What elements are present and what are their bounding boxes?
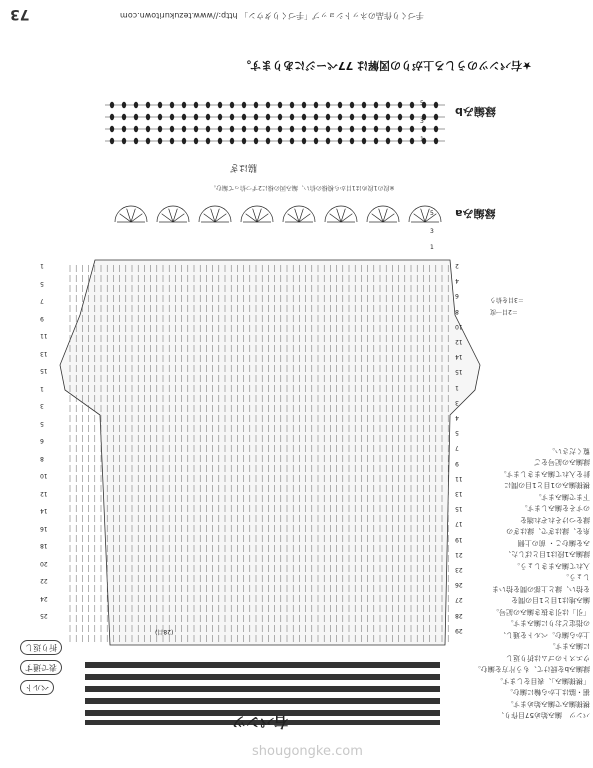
- trim-a-row1: 1: [430, 244, 434, 251]
- stitch-mark: [314, 126, 318, 132]
- stitch-mark: [122, 102, 126, 108]
- right-row-number-12: 7: [455, 444, 459, 452]
- stitch-mark: [314, 138, 318, 144]
- stitch-mark: [362, 114, 366, 120]
- instruction-line: 裾・脇は上から輪に編む。: [506, 688, 590, 696]
- left-row-number-0: 1: [40, 262, 44, 269]
- left-row-number-18: 22: [40, 577, 48, 584]
- stitch-mark: [374, 102, 378, 108]
- instruction-line: 「引」は引き抜き編みの記号。: [492, 607, 590, 616]
- left-row-number-11: 8: [40, 454, 44, 462]
- right-row-number-21: 26: [455, 581, 463, 589]
- stitch-mark: [170, 126, 174, 132]
- stitch-mark: [302, 138, 306, 144]
- stitch-mark: [386, 126, 390, 132]
- stitch-mark: [266, 138, 270, 144]
- right-row-number-13: 9: [455, 459, 459, 467]
- instruction-line: のすそを編みします。: [520, 504, 590, 512]
- stitch-mark: [230, 126, 234, 132]
- instruction-line: に編みます。: [548, 642, 590, 650]
- stitch-mark: [278, 102, 282, 108]
- stitch-mark: [350, 138, 354, 144]
- stitch-mark: [218, 126, 222, 132]
- stitch-mark: [290, 114, 294, 120]
- stitch-mark: [326, 138, 330, 144]
- instruction-line: 覧ください。: [548, 446, 590, 455]
- stitch-mark: [182, 126, 186, 132]
- left-row-number-19: 24: [40, 594, 48, 602]
- stitch-mark: [254, 102, 258, 108]
- instruction-line: 模様編みで編み始めます。: [506, 699, 590, 708]
- stitch-mark: [302, 102, 306, 108]
- left-row-number-2: 7: [40, 297, 44, 304]
- instruction-line: を拾い、縁と上部の間を拾いま: [492, 584, 590, 593]
- stitch-mark: [182, 114, 186, 120]
- watermark: shougongke.com: [252, 744, 363, 759]
- stitch-mark: [242, 126, 246, 132]
- right-row-number-10: 4: [455, 414, 459, 421]
- instruction-line: 針を入れて編みまきします。: [499, 469, 590, 478]
- stitch-mark: [434, 114, 438, 120]
- stitch-mark: [398, 138, 402, 144]
- stitch-mark: [194, 102, 198, 108]
- stitch-mark: [302, 114, 306, 120]
- stitch-mark: [230, 114, 234, 120]
- stitch-mark: [170, 138, 174, 144]
- stitch-mark: [266, 114, 270, 120]
- stitch-mark: [398, 114, 402, 120]
- right-row-number-7: 15: [455, 368, 463, 376]
- right-row-number-16: 15: [455, 505, 463, 513]
- stitch-mark: [374, 138, 378, 144]
- instruction-line: 模様編みの1目と1目の間に: [504, 481, 590, 489]
- stitch-mark: [158, 138, 162, 144]
- instruction-line: しょう。: [562, 573, 590, 581]
- page-number: 73: [10, 6, 30, 22]
- stitch-mark: [278, 126, 282, 132]
- instruction-line: パンツ 編み始め57目作り、: [497, 711, 590, 719]
- stitch-mark: [146, 114, 150, 120]
- trim-b-row1: 1: [420, 136, 424, 143]
- right-row-number-4: 10: [455, 322, 463, 330]
- trim-a-row3: 3: [430, 228, 434, 235]
- pants-body-chart: [40, 255, 500, 675]
- right-row-number-5: 12: [455, 338, 463, 345]
- stitch-mark: [158, 114, 162, 120]
- left-row-number-5: 13: [40, 349, 48, 357]
- stitch-mark: [122, 126, 126, 132]
- left-row-number-3: 9: [40, 314, 44, 322]
- stitch-mark: [410, 114, 414, 120]
- stitch-mark: [314, 102, 318, 108]
- stitch-mark: [182, 102, 186, 108]
- instruction-line: 糸を、縁はぎで、縁はぎの: [506, 527, 590, 535]
- stitch-mark: [434, 102, 438, 108]
- stitch-mark: [254, 126, 258, 132]
- stitch-mark: [350, 102, 354, 108]
- left-row-number-12: 10: [40, 472, 48, 479]
- stitch-mark: [218, 114, 222, 120]
- stitch-mark: [290, 102, 294, 108]
- stitch-mark: [386, 138, 390, 144]
- right-row-number-20: 23: [455, 566, 463, 573]
- stitch-mark: [230, 138, 234, 144]
- stitch-mark: [362, 138, 366, 144]
- stitch-mark: [206, 102, 210, 108]
- stitch-mark: [218, 138, 222, 144]
- stitch-mark: [398, 126, 402, 132]
- legend-dec: ＝2目一度: [490, 308, 518, 315]
- stitch-mark: [434, 126, 438, 132]
- stitch-mark: [182, 138, 186, 144]
- stitch-mark: [410, 102, 414, 108]
- motif-note: ※段の1段めは1目から模様の拾い、編み図の様に2ずつ拾って編む。: [210, 184, 395, 191]
- right-row-number-14: 11: [455, 474, 463, 482]
- trim-b-row5: 5: [420, 100, 424, 107]
- right-row-number-1: 4: [455, 277, 459, 285]
- left-row-number-20: 25: [40, 612, 48, 619]
- stitch-mark: [338, 138, 342, 144]
- stitch-mark: [218, 102, 222, 108]
- website-url: 手づくり作品のネットショップ「手づくりタウン」 http://www.tezukuritown.com: [120, 11, 424, 20]
- stitch-mark: [146, 138, 150, 144]
- trim-b-row3: 3: [420, 118, 424, 125]
- stitch-mark: [338, 102, 342, 108]
- stitch-mark: [398, 102, 402, 108]
- stitch-mark: [194, 138, 198, 144]
- stitch-mark: [110, 138, 114, 144]
- stitch-mark: [146, 102, 150, 108]
- right-row-number-2: 6: [455, 292, 459, 300]
- instruction-line: 入れて編みまきしょう。: [513, 561, 590, 570]
- stitch-mark: [326, 126, 330, 132]
- trim-a-title: 縁編みa: [455, 207, 496, 220]
- left-row-number-6: 15: [40, 367, 48, 374]
- trim-a-row5: 5: [430, 210, 434, 217]
- stitch-mark: [134, 126, 138, 132]
- instruction-line: 下まで編みます。: [534, 492, 590, 501]
- stitch-mark: [110, 126, 114, 132]
- stitch-count-28: (28目): [155, 628, 174, 635]
- instruction-line: 縁編みの記号をご: [534, 458, 590, 466]
- stitch-mark: [170, 102, 174, 108]
- right-row-number-3: 8: [455, 307, 459, 315]
- stitch-mark: [242, 102, 246, 108]
- left-row-number-1: 5: [40, 279, 44, 287]
- right-row-number-15: 13: [455, 490, 463, 497]
- stitch-mark: [134, 102, 138, 108]
- stitch-mark: [110, 114, 114, 120]
- stitch-mark: [242, 114, 246, 120]
- right-row-number-9: 3: [455, 398, 459, 406]
- instruction-line: 「模様編み」、表目をします。: [496, 676, 590, 685]
- stitch-mark: [242, 138, 246, 144]
- stitch-mark: [266, 126, 270, 132]
- stitch-mark: [194, 114, 198, 120]
- trim-b-title: 縁編みb: [455, 105, 496, 118]
- stitch-mark: [158, 126, 162, 132]
- side-label-belt: ベルト: [20, 680, 54, 695]
- right-row-number-11: 5: [455, 429, 459, 437]
- stitch-mark: [302, 126, 306, 132]
- main-note: ★右パンツのうしろ上がりの図解は 77ページにあります。: [240, 59, 532, 72]
- stitch-mark: [206, 138, 210, 144]
- stitch-mark: [386, 102, 390, 108]
- stitch-mark: [374, 114, 378, 120]
- stitch-mark: [434, 138, 438, 144]
- instruction-line: 編み地は1目と1目の間を: [511, 596, 590, 604]
- stitch-mark: [386, 114, 390, 120]
- stitch-mark: [230, 102, 234, 108]
- stitch-mark: [170, 114, 174, 120]
- stitch-mark: [110, 102, 114, 108]
- left-row-number-16: 18: [40, 542, 48, 549]
- stitch-mark: [362, 126, 366, 132]
- stitch-mark: [350, 126, 354, 132]
- stitch-mark: [326, 114, 330, 120]
- instruction-line: 縁編みbを続けて、もう片方を編む。: [473, 665, 590, 673]
- left-row-number-14: 14: [40, 507, 48, 514]
- stitch-mark: [134, 114, 138, 120]
- stitch-mark: [410, 126, 414, 132]
- side-label-fold: 折り返し: [20, 640, 62, 655]
- right-row-number-23: 28: [455, 611, 463, 619]
- stitch-mark: [122, 138, 126, 144]
- stitch-mark: [278, 114, 282, 120]
- stitch-mark: [134, 138, 138, 144]
- right-row-number-8: 1: [455, 383, 459, 391]
- right-row-number-24: 29: [455, 626, 463, 634]
- stitch-mark: [422, 126, 426, 132]
- right-row-number-19: 21: [455, 550, 463, 558]
- collar-label: 脇はぎ: [230, 162, 258, 172]
- stitch-mark: [206, 126, 210, 132]
- stitch-mark: [326, 102, 330, 108]
- left-row-number-4: 11: [40, 332, 48, 339]
- instruction-line: の指定どおりに編みます。: [506, 619, 590, 627]
- stitch-mark: [278, 138, 282, 144]
- stitch-mark: [206, 114, 210, 120]
- stitch-mark: [350, 114, 354, 120]
- stitch-mark: [314, 114, 318, 120]
- stitch-mark: [362, 102, 366, 108]
- trim-a-chart: [100, 192, 460, 262]
- left-row-number-7: 1: [40, 384, 44, 392]
- instruction-line: 上から編む。ベルトを通し、: [499, 630, 590, 639]
- right-row-number-17: 17: [455, 520, 463, 528]
- instruction-line: 縁編み1段は1目とばした、: [504, 550, 590, 558]
- stitch-mark: [338, 114, 342, 120]
- stitch-mark: [266, 102, 270, 108]
- stitch-mark: [194, 126, 198, 132]
- left-row-number-13: 12: [40, 489, 48, 497]
- stitch-mark: [290, 126, 294, 132]
- instruction-line: 縁をつけそれぞれ端を: [520, 515, 590, 524]
- stitch-mark: [338, 126, 342, 132]
- instruction-line: ウエストのゴムは折り返し: [506, 653, 590, 662]
- stitch-mark: [158, 102, 162, 108]
- stitch-mark: [254, 114, 258, 120]
- right-row-number-18: 19: [455, 535, 463, 543]
- right-row-number-6: 14: [455, 353, 463, 361]
- side-label-through: 表で通す: [20, 660, 62, 675]
- left-row-number-10: 6: [40, 437, 44, 444]
- stitch-mark: [146, 126, 150, 132]
- stitch-mark: [254, 138, 258, 144]
- right-row-number-22: 27: [455, 596, 463, 604]
- pants-title: 右パンツ: [232, 713, 288, 729]
- left-row-number-17: 20: [40, 559, 48, 567]
- legend-inc: ＝3目を拾う: [490, 296, 524, 303]
- stitch-mark: [410, 138, 414, 144]
- left-row-number-8: 3: [40, 402, 44, 409]
- stitch-mark: [374, 126, 378, 132]
- stitch-mark: [122, 114, 126, 120]
- stitch-mark: [290, 138, 294, 144]
- left-row-number-9: 5: [40, 419, 44, 427]
- left-row-number-15: 16: [40, 524, 48, 532]
- instruction-line: みを編むこ・ 前の上側: [517, 538, 590, 547]
- right-row-number-0: 2: [455, 262, 459, 269]
